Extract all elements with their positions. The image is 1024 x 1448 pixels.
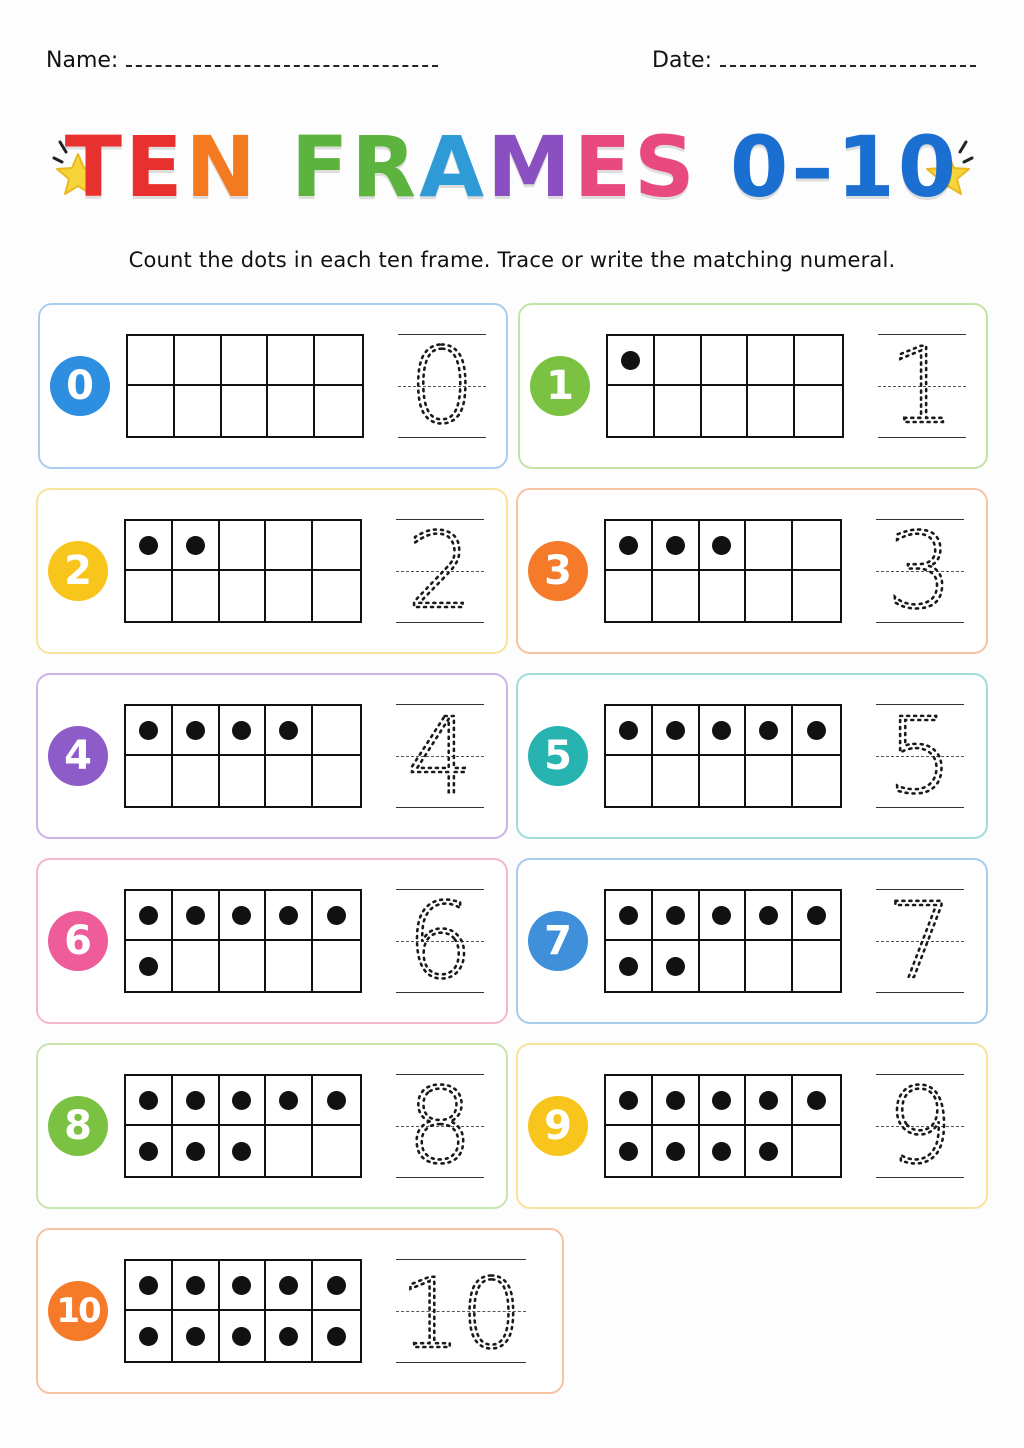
ten-frame-cell	[606, 756, 653, 806]
ten-frame-cell	[173, 756, 220, 806]
dotted-numeral-text: 7	[886, 889, 954, 993]
ten-frame	[604, 519, 842, 623]
dotted-numeral-text: 9	[886, 1074, 954, 1178]
dotted-numeral	[876, 889, 964, 993]
ten-frame-cell	[313, 756, 360, 806]
counting-dot	[327, 906, 346, 925]
counting-dot	[186, 1276, 205, 1295]
number-badge: 8	[48, 1096, 108, 1156]
ten-frame-cell	[220, 756, 267, 806]
ten-frame-cell	[653, 706, 700, 756]
ten-frame-cell	[653, 1126, 700, 1176]
ten-frame-cell	[266, 571, 313, 621]
ten-frame-cell	[700, 1126, 747, 1176]
title-letter: E	[573, 118, 635, 216]
counting-dot	[139, 1091, 158, 1110]
counting-dot	[279, 1091, 298, 1110]
ten-frame-cell	[173, 941, 220, 991]
counting-dot	[139, 1276, 158, 1295]
name-label: Name:	[46, 48, 119, 73]
ten-frame-cell	[653, 756, 700, 806]
counting-dot	[279, 1327, 298, 1346]
counting-dot	[186, 1091, 205, 1110]
counting-dot	[666, 957, 685, 976]
ten-frame-cell	[795, 386, 842, 436]
counting-dot	[621, 351, 640, 370]
ten-frame-cell	[313, 521, 360, 571]
counting-dot	[139, 1142, 158, 1161]
counting-dot	[666, 906, 685, 925]
ten-frame-cell	[746, 706, 793, 756]
counting-dot	[186, 721, 205, 740]
ten-frame-cell	[220, 706, 267, 756]
counting-dot	[712, 906, 731, 925]
title-letter: R	[351, 118, 420, 216]
counting-dot	[619, 1142, 638, 1161]
title-letter: N	[185, 118, 259, 216]
ten-frame-cell	[653, 521, 700, 571]
dotted-numeral-text: 2	[406, 519, 474, 623]
ten-frame-cell	[126, 1126, 173, 1176]
dotted-numeral-text: 8	[406, 1074, 474, 1178]
counting-dot	[619, 906, 638, 925]
title-letter: S	[634, 118, 698, 216]
counting-dot	[327, 1091, 346, 1110]
ten-frame-cell	[268, 386, 315, 436]
title-letter	[698, 118, 730, 216]
number-badge: 3	[528, 541, 588, 601]
number-badge: 10	[48, 1281, 108, 1341]
ten-frame-cell	[173, 706, 220, 756]
ten-frame-cell	[700, 756, 747, 806]
trace-area[interactable]	[396, 704, 484, 808]
counting-dot	[807, 721, 826, 740]
ten-frame-cell	[313, 891, 360, 941]
dotted-numeral-text: 1	[888, 334, 956, 438]
ten-frame-cell	[653, 1076, 700, 1126]
counting-dot	[712, 1091, 731, 1110]
ten-frame-cell	[126, 891, 173, 941]
ten-frame-cell	[266, 756, 313, 806]
ten-frame-cell	[700, 706, 747, 756]
counting-dot	[666, 1091, 685, 1110]
counting-dot	[619, 721, 638, 740]
ten-frame-card-8	[36, 1043, 508, 1209]
instructions: Count the dots in each ten frame. Trace or write the matching numeral.	[128, 248, 896, 272]
ten-frame-cell	[173, 521, 220, 571]
counting-dot	[139, 721, 158, 740]
ten-frame-cell	[793, 891, 840, 941]
ten-frame-cell	[746, 891, 793, 941]
name-field[interactable]	[46, 48, 438, 73]
ten-frame-cell	[128, 336, 175, 386]
ten-frame	[604, 704, 842, 808]
counting-dot	[232, 906, 251, 925]
ten-frame-cell	[175, 386, 222, 436]
trace-area[interactable]	[396, 1074, 484, 1178]
title-letter	[259, 118, 291, 216]
ten-frame-cell	[655, 336, 702, 386]
ten-frame-cell	[606, 941, 653, 991]
ten-frame-cell	[126, 756, 173, 806]
trace-area[interactable]	[876, 1074, 964, 1178]
ten-frame-cell	[746, 1126, 793, 1176]
ten-frame-cell	[173, 891, 220, 941]
ten-frame-cell	[126, 571, 173, 621]
counting-dot	[279, 906, 298, 925]
ten-frame-cell	[313, 1261, 360, 1311]
ten-frame-cell	[653, 891, 700, 941]
ten-frame-cell	[313, 1126, 360, 1176]
ten-frame-cell	[793, 1126, 840, 1176]
ten-frame-cell	[606, 891, 653, 941]
ten-frame	[124, 519, 362, 623]
ten-frame-cell	[220, 891, 267, 941]
dotted-numeral-text: 6	[406, 889, 474, 993]
ten-frame-cell	[315, 336, 362, 386]
ten-frame-cell	[700, 1076, 747, 1126]
ten-frame-cell	[315, 386, 362, 436]
title-letter: 0	[897, 118, 960, 216]
ten-frame-cell	[702, 386, 749, 436]
dotted-numeral	[878, 334, 966, 438]
ten-frame-cell	[268, 336, 315, 386]
counting-dot	[279, 1276, 298, 1295]
ten-frame-cell	[173, 1261, 220, 1311]
trace-area[interactable]	[398, 334, 486, 438]
ten-frame-cell	[220, 1076, 267, 1126]
trace-area[interactable]	[396, 889, 484, 993]
counting-dot	[232, 1142, 251, 1161]
ten-frame-cell	[700, 941, 747, 991]
ten-frame-cell	[173, 571, 220, 621]
counting-dot	[232, 1327, 251, 1346]
ten-frame-card-2	[36, 488, 508, 654]
ten-frame	[124, 704, 362, 808]
ten-frame-cell	[266, 1311, 313, 1361]
trace-area[interactable]	[876, 889, 964, 993]
dotted-numeral	[396, 519, 484, 623]
ten-frame-cell	[606, 571, 653, 621]
trace-area[interactable]	[396, 519, 484, 623]
ten-frame-cell	[793, 1076, 840, 1126]
trace-area[interactable]	[876, 519, 964, 623]
ten-frame-cell	[266, 1076, 313, 1126]
date-line[interactable]	[720, 61, 976, 67]
dotted-numeral	[396, 889, 484, 993]
ten-frame-cell	[793, 756, 840, 806]
ten-frame-cell	[266, 941, 313, 991]
number-badge: 7	[528, 911, 588, 971]
ten-frame-cell	[266, 706, 313, 756]
ten-frame-cell	[313, 941, 360, 991]
ten-frame-card-3	[516, 488, 988, 654]
ten-frame	[124, 889, 362, 993]
ten-frame-cell	[313, 1311, 360, 1361]
ten-frame-cell	[606, 706, 653, 756]
ten-frame-cell	[700, 571, 747, 621]
ten-frame-cell	[126, 1311, 173, 1361]
title-letter: F	[291, 118, 352, 216]
ten-frame-cell	[220, 571, 267, 621]
ten-frame-card-4	[36, 673, 508, 839]
ten-frame-cell	[608, 386, 655, 436]
counting-dot	[619, 536, 638, 555]
ten-frame-card-10	[36, 1228, 564, 1394]
name-line[interactable]	[126, 61, 438, 67]
counting-dot	[666, 1142, 685, 1161]
ten-frame-cell	[653, 571, 700, 621]
dotted-numeral-text: 5	[886, 704, 954, 808]
ten-frame-cell	[702, 336, 749, 386]
counting-dot	[327, 1276, 346, 1295]
page-title	[65, 118, 959, 216]
trace-area[interactable]	[396, 1259, 526, 1363]
ten-frame-card-0	[38, 303, 508, 469]
ten-frame-cell	[746, 521, 793, 571]
ten-frame-cell	[220, 941, 267, 991]
ten-frame-cell	[313, 571, 360, 621]
counting-dot	[139, 906, 158, 925]
counting-dot	[186, 1142, 205, 1161]
ten-frame	[126, 334, 364, 438]
counting-dot	[712, 721, 731, 740]
ten-frame-cell	[793, 521, 840, 571]
counting-dot	[666, 536, 685, 555]
ten-frame-cell	[220, 1126, 267, 1176]
ten-frame-cell	[266, 521, 313, 571]
counting-dot	[759, 1091, 778, 1110]
dotted-numeral	[396, 1074, 484, 1178]
title-letter: 0	[729, 118, 792, 216]
counting-dot	[327, 1327, 346, 1346]
trace-area[interactable]	[876, 704, 964, 808]
counting-dot	[666, 721, 685, 740]
title-letter: –	[791, 118, 837, 216]
number-badge: 5	[528, 726, 588, 786]
counting-dot	[759, 906, 778, 925]
ten-frame	[124, 1259, 362, 1363]
number-badge: 0	[50, 356, 110, 416]
counting-dot	[139, 957, 158, 976]
counting-dot	[186, 906, 205, 925]
dotted-numeral	[876, 1074, 964, 1178]
title-letter: A	[419, 118, 488, 216]
counting-dot	[759, 721, 778, 740]
number-badge: 9	[528, 1096, 588, 1156]
ten-frame-cell	[746, 756, 793, 806]
ten-frame-card-7	[516, 858, 988, 1024]
ten-frame-cell	[126, 1076, 173, 1126]
ten-frame	[124, 1074, 362, 1178]
ten-frame-cell	[655, 386, 702, 436]
number-badge: 6	[48, 911, 108, 971]
ten-frame-cell	[126, 1261, 173, 1311]
ten-frame-cell	[748, 336, 795, 386]
date-field[interactable]	[652, 48, 976, 73]
ten-frame-cell	[746, 941, 793, 991]
ten-frame-cell	[700, 521, 747, 571]
dotted-numeral-text: 4	[406, 704, 474, 808]
ten-frame-cell	[606, 521, 653, 571]
dotted-numeral-text: 0	[408, 334, 476, 438]
counting-dot	[139, 1327, 158, 1346]
ten-frame-cell	[222, 386, 269, 436]
number-badge: 2	[48, 541, 108, 601]
ten-frame-cell	[313, 706, 360, 756]
ten-frame-cell	[266, 1261, 313, 1311]
counting-dot	[186, 1327, 205, 1346]
ten-frame-cell	[795, 336, 842, 386]
title-letter: T	[64, 118, 126, 216]
ten-frame-cell	[220, 1261, 267, 1311]
dotted-numeral	[398, 334, 486, 438]
ten-frame-cell	[793, 571, 840, 621]
counting-dot	[619, 1091, 638, 1110]
ten-frame-cell	[606, 1126, 653, 1176]
counting-dot	[139, 536, 158, 555]
counting-dot	[232, 1091, 251, 1110]
dotted-numeral	[396, 1259, 526, 1363]
ten-frame-cell	[606, 1076, 653, 1126]
counting-dot	[619, 957, 638, 976]
ten-frame-cell	[266, 1126, 313, 1176]
number-badge: 4	[48, 726, 108, 786]
title-letter: 1	[836, 118, 898, 216]
dotted-numeral-text: 3	[886, 519, 954, 623]
counting-dot	[712, 536, 731, 555]
dotted-numeral-text: 10	[399, 1259, 523, 1363]
counting-dot	[759, 1142, 778, 1161]
ten-frame-cell	[700, 891, 747, 941]
ten-frame-cell	[793, 706, 840, 756]
ten-frame	[604, 889, 842, 993]
title-letter: M	[487, 118, 574, 216]
date-label: Date:	[652, 48, 712, 73]
ten-frame-cell	[175, 336, 222, 386]
ten-frame-cell	[222, 336, 269, 386]
ten-frame-cell	[266, 891, 313, 941]
ten-frame-cell	[220, 521, 267, 571]
ten-frame-card-6	[36, 858, 508, 1024]
counting-dot	[279, 721, 298, 740]
ten-frame-cell	[128, 386, 175, 436]
ten-frame-card-5	[516, 673, 988, 839]
counting-dot	[186, 536, 205, 555]
dotted-numeral	[396, 704, 484, 808]
trace-area[interactable]	[878, 334, 966, 438]
ten-frame-cell	[220, 1311, 267, 1361]
ten-frame-card-1	[518, 303, 988, 469]
ten-frame-cell	[126, 521, 173, 571]
ten-frame-cell	[746, 571, 793, 621]
ten-frame-cell	[653, 941, 700, 991]
counting-dot	[232, 1276, 251, 1295]
ten-frame-cell	[746, 1076, 793, 1126]
ten-frame-cell	[173, 1311, 220, 1361]
ten-frame-cell	[126, 941, 173, 991]
ten-frame-cell	[173, 1076, 220, 1126]
ten-frame	[604, 1074, 842, 1178]
ten-frame-cell	[608, 336, 655, 386]
counting-dot	[807, 1091, 826, 1110]
dotted-numeral	[876, 704, 964, 808]
counting-dot	[712, 1142, 731, 1161]
ten-frame-cell	[126, 706, 173, 756]
ten-frame-cell	[793, 941, 840, 991]
ten-frame-cell	[313, 1076, 360, 1126]
ten-frame-cell	[173, 1126, 220, 1176]
counting-dot	[807, 906, 826, 925]
number-badge: 1	[530, 356, 590, 416]
ten-frame	[606, 334, 844, 438]
counting-dot	[232, 721, 251, 740]
ten-frame-cell	[748, 386, 795, 436]
ten-frame-card-9	[516, 1043, 988, 1209]
dotted-numeral	[876, 519, 964, 623]
title-letter: E	[125, 118, 186, 216]
